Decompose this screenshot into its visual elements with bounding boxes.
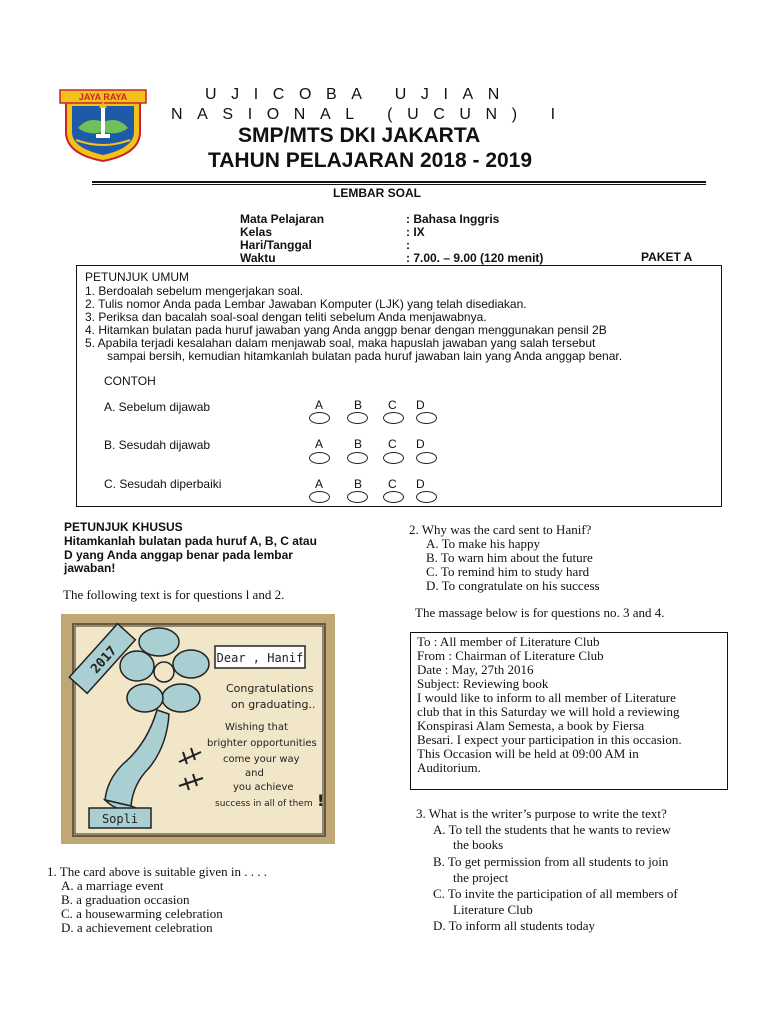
answer-bubble [416, 412, 437, 424]
paket-label: PAKET A [641, 250, 693, 264]
academic-year-title: TAHUN PELAJARAN 2018 - 2019 [208, 149, 533, 172]
answer-bubble [416, 491, 437, 503]
header-divider [92, 181, 706, 183]
option-letter-d: D [416, 437, 425, 451]
example-before: A. Sebelum dijawab [104, 400, 211, 414]
question-2-option-b[interactable]: B. To warn him about the future [426, 550, 593, 565]
question-3-stem: 3. What is the writer’s purpose to write the text? [416, 806, 667, 821]
question-2-option-d[interactable]: D. To congratulate on his success [426, 578, 600, 593]
subject-value: : Bahasa Inggris [406, 212, 500, 226]
example-after: B. Sesudah dijawab [104, 438, 211, 452]
time-label: Waktu [240, 251, 276, 265]
card-year: 2017 [88, 643, 121, 677]
instruction-item: 1. Berdoalah sebelum mengerjakan soal. [85, 284, 304, 298]
question-2-stem: 2. Why was the card sent to Hanif? [409, 522, 592, 537]
card-dear: Dear , Hanif [216, 651, 304, 665]
general-instructions-box [76, 265, 722, 507]
time-value: : 7.00. – 9.00 (120 menit) [406, 251, 544, 265]
question-3-option-c[interactable]: C. To invite the participation of all members of [433, 886, 678, 901]
graduation-card-image [61, 614, 335, 844]
exam-title-line-2: NASIONAL (UCUN) I [171, 106, 570, 123]
answer-bubble [347, 491, 368, 503]
memo-body-line: Besari. I expect your participation in this occasion. [417, 732, 682, 747]
memo-date: Date : May, 27th 2016 [417, 662, 534, 677]
instruction-item: 4. Hitamkan bulatan pada huruf jawaban yang Anda anggp benar dengan menggunakan pensil 2B [85, 323, 607, 337]
option-letter-b: B [354, 398, 363, 412]
card-signer: Sopli [101, 812, 139, 826]
memo-box [410, 632, 728, 790]
special-heading: PETUNJUK KHUSUS [64, 520, 183, 534]
example-heading: CONTOH [104, 374, 156, 388]
question-2-option-a[interactable]: A. To make his happy [426, 536, 541, 551]
class-value: : IX [406, 225, 425, 239]
instruction-item: 3. Periksa dan bacalah soal-soal dengan teliti sebelum Anda menjawabnya. [85, 310, 487, 324]
card-wish: success in all of them [215, 799, 313, 809]
instruction-item-continued: sampai bersih, kemudian hitamkanlah bulatan pada huruf jawaban lain yang Anda anggap benar. [107, 349, 623, 363]
question-3-option-a[interactable]: A. To tell the students that he wants to review [433, 822, 671, 837]
header-divider-thin [92, 184, 706, 185]
special-instruction-line: D yang Anda anggap benar pada lembar [64, 548, 293, 562]
exam-title-line-1: UJICOBA UJIAN [205, 86, 514, 103]
memo-body-line: I would like to inform to all member of Literature [417, 690, 676, 705]
instruction-item: 2. Tulis nomor Anda pada Lembar Jawaban Komputer (LJK) yang telah disediakan. [85, 297, 527, 311]
option-letter-c: C [388, 398, 397, 412]
option-letter-c: C [388, 477, 397, 491]
svg-text:!: ! [317, 791, 325, 810]
text-intro-q1-q2: The following text is for questions l and 2. [63, 587, 285, 602]
memo-body-line: Auditorium. [417, 760, 481, 775]
memo-body-line: This Occasion will be held at 09:00 AM in [417, 746, 639, 761]
answer-bubble [383, 412, 404, 424]
option-letter-d: D [416, 398, 425, 412]
school-title: SMP/MTS DKI JAKARTA [238, 124, 481, 147]
question-1-option-a[interactable]: A. a marriage event [61, 878, 164, 893]
card-wish: Wishing that [225, 722, 288, 733]
card-wish: and [245, 768, 264, 779]
class-label: Kelas [240, 225, 273, 239]
logo-text: JAYA RAYA [78, 92, 128, 102]
card-congrats-2: on graduating.. [231, 698, 316, 711]
answer-bubble [347, 452, 368, 464]
option-letter-d: D [416, 477, 425, 491]
question-1-option-b[interactable]: B. a graduation occasion [61, 892, 190, 907]
answer-bubble [309, 452, 330, 464]
memo-to: To : All member of Literature Club [417, 634, 600, 649]
question-3-option-c-continued: Literature Club [453, 902, 533, 917]
option-letter-a: A [315, 437, 324, 451]
question-3-option-b[interactable]: B. To get permission from all students to join [433, 854, 669, 869]
card-wish: you achieve [233, 782, 294, 793]
question-3-option-d[interactable]: D. To inform all students today [433, 918, 596, 933]
question-3-option-a-continued: the books [453, 837, 504, 852]
example-corrected: C. Sesudah diperbaiki [104, 477, 222, 491]
card-congrats-1: Congratulations [226, 682, 314, 695]
sheet-title: LEMBAR SOAL [333, 186, 421, 200]
answer-bubble [309, 412, 330, 424]
memo-subject: Subject: Reviewing book [417, 676, 549, 691]
general-heading: PETUNJUK UMUM [85, 270, 189, 284]
memo-from: From : Chairman of Literature Club [417, 648, 604, 663]
option-letter-c: C [388, 437, 397, 451]
instruction-item: 5. Apabila terjadi kesalahan dalam menjawab soal, maka hapuslah jawaban yang salah tersebut [85, 336, 596, 350]
date-label: Hari/Tanggal [240, 238, 312, 252]
jaya-raya-logo [58, 88, 148, 162]
special-instruction-line: jawaban! [64, 561, 116, 575]
answer-bubble [383, 452, 404, 464]
option-letter-a: A [315, 398, 324, 412]
option-letter-b: B [354, 437, 363, 451]
question-3-option-b-continued: the project [453, 870, 509, 885]
option-letter-b: B [354, 477, 363, 491]
answer-bubble [383, 491, 404, 503]
memo-intro: The massage below is for questions no. 3 and 4. [415, 605, 665, 620]
date-value: : [406, 238, 410, 252]
question-1-option-c[interactable]: C. a housewarming celebration [61, 906, 223, 921]
question-2-option-c[interactable]: C. To remind him to study hard [426, 564, 590, 579]
subject-label: Mata Pelajaran [240, 212, 325, 226]
special-instruction-line: Hitamkanlah bulatan pada huruf A, B, C atau [64, 534, 317, 548]
memo-body-line: Konspirasi Alam Semesta, a book by Fiersa [417, 718, 645, 733]
answer-bubble [309, 491, 330, 503]
question-1-option-d[interactable]: D. a achievement celebration [61, 920, 213, 935]
answer-bubble [416, 452, 437, 464]
card-wish: come your way [223, 754, 300, 765]
answer-bubble [347, 412, 368, 424]
question-1-stem: 1. The card above is suitable given in . . . . [47, 864, 267, 879]
memo-body-line: club that in this Saturday we will hold a reviewing [417, 704, 680, 719]
card-wish: brighter opportunities [207, 738, 317, 749]
option-letter-a: A [315, 477, 324, 491]
